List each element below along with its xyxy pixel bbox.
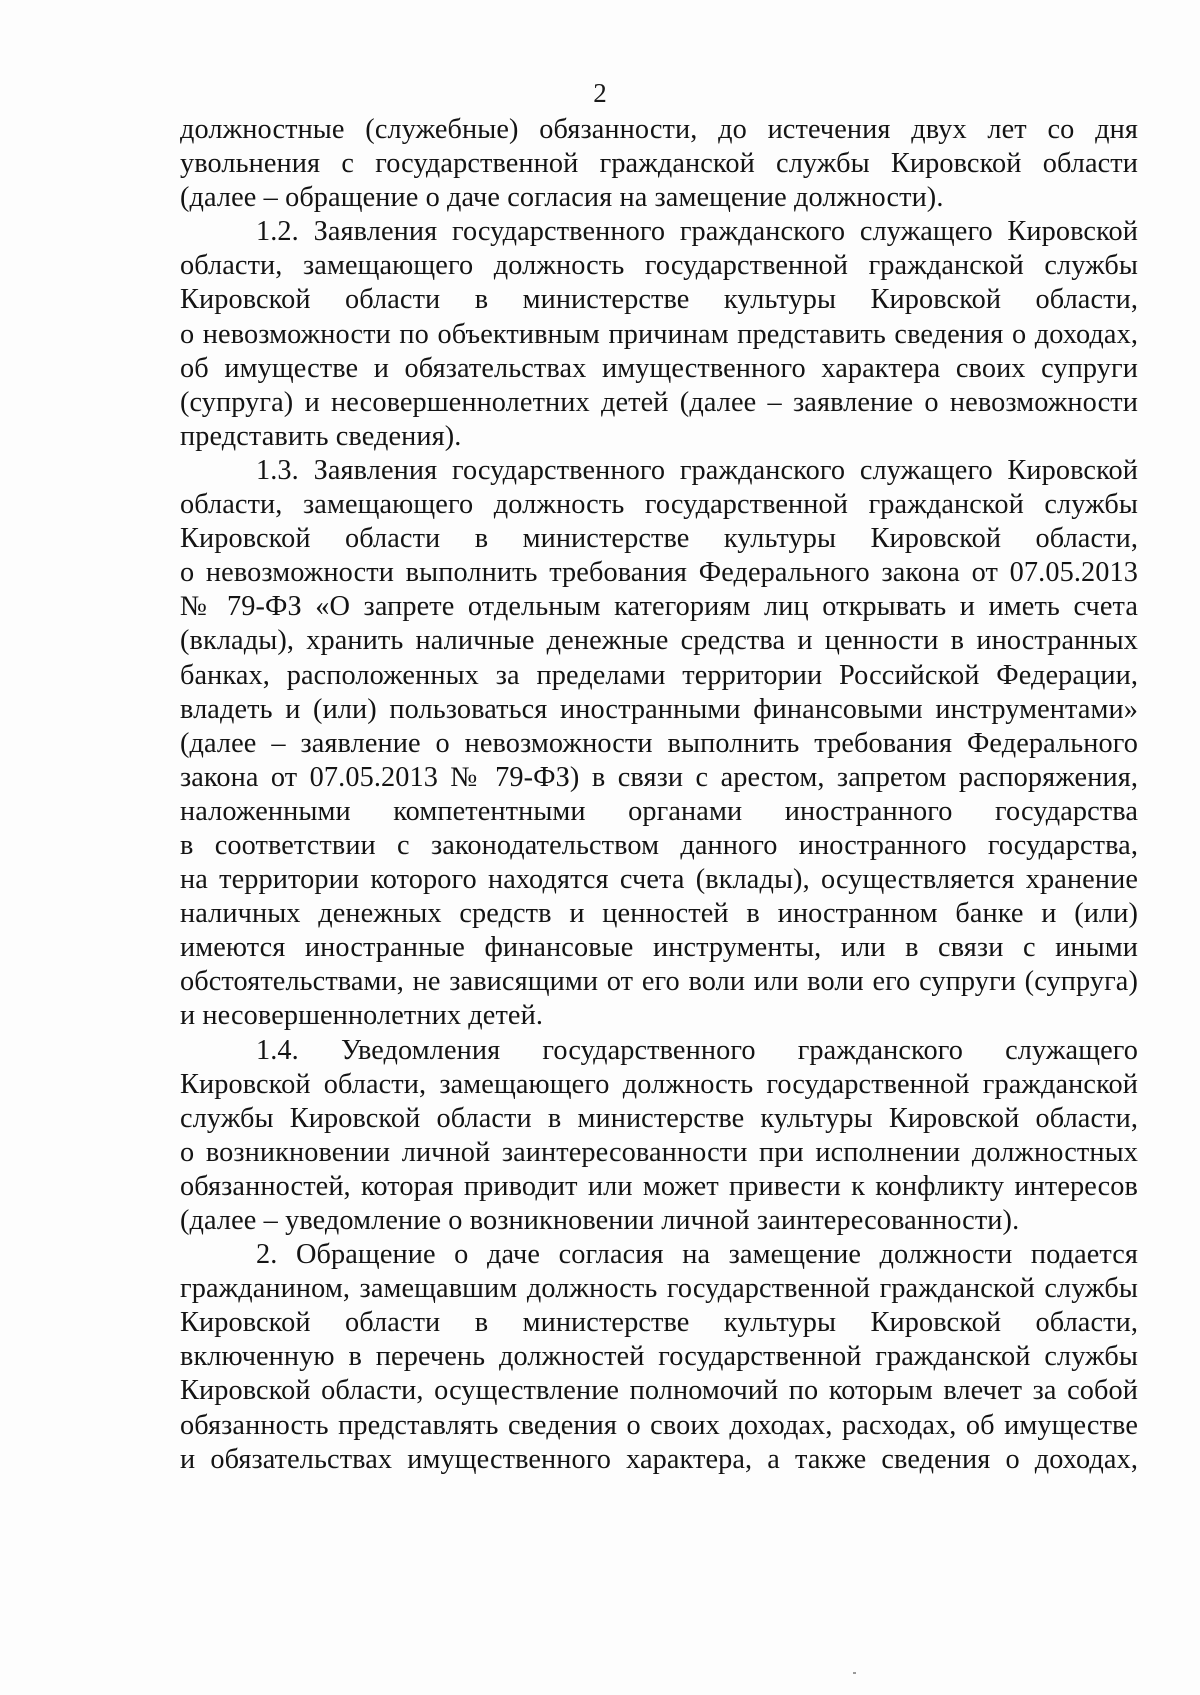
text-line: (супруга) и несовершеннолетних детей (далее – заявление о невозможности bbox=[180, 386, 1138, 418]
text-line: наложенными компетентными органами иностранного государства bbox=[180, 795, 1138, 827]
text-line: представить сведения). bbox=[180, 420, 462, 452]
text-line: об имуществе и обязательствах имущественного характера своих супруги bbox=[180, 352, 1138, 384]
text-line: и несовершеннолетних детей. bbox=[180, 1000, 544, 1032]
text-line: № 79-ФЗ «О запрете отдельным категориям лиц открывать и иметь счета bbox=[180, 591, 1138, 623]
text-line: закона от 07.05.2013 № 79-ФЗ) в связи с арестом, запретом распоряжения, bbox=[180, 761, 1138, 793]
text-line: о невозможности по объективным причинам представить сведения о доходах, bbox=[180, 318, 1138, 350]
text-line: и обязательствах имущественного характера, а также сведения о доходах, bbox=[180, 1443, 1138, 1475]
text-line: включенную в перечень должностей государственной гражданской службы bbox=[180, 1341, 1138, 1373]
text-line: области, замещающего должность государственной гражданской службы bbox=[180, 489, 1138, 521]
text-line: 1.3. Заявления государственного гражданского служащего Кировской bbox=[256, 454, 1138, 486]
text-line: банках, расположенных за пределами территории Российской Федерации, bbox=[180, 659, 1138, 691]
text-line: (вклады), хранить наличные денежные средства и ценности в иностранных bbox=[180, 625, 1138, 657]
text-line: 1.2. Заявления государственного гражданского служащего Кировской bbox=[256, 216, 1138, 248]
text-line: гражданином, замещавшим должность государственной гражданской службы bbox=[180, 1273, 1138, 1305]
text-line: 2. Обращение о даче согласия на замещение должности подается bbox=[256, 1239, 1138, 1271]
page-number: 2 bbox=[593, 78, 607, 108]
text-line: владеть и (или) пользоваться иностранными финансовыми инструментами» bbox=[180, 693, 1138, 725]
scan-artifact bbox=[853, 1672, 856, 1674]
text-line: области, замещающего должность государственной гражданской службы bbox=[180, 250, 1138, 282]
text-line: в соответствии с законодательством данного иностранного государства, bbox=[180, 829, 1138, 861]
text-line: (далее – заявление о невозможности выполнить требования Федерального bbox=[180, 727, 1138, 759]
document-body-text bbox=[180, 113, 1138, 1477]
text-line: Кировской области в министерстве культуры Кировской области, bbox=[180, 523, 1138, 555]
text-line: о возникновении личной заинтересованности при исполнении должностных bbox=[180, 1136, 1138, 1168]
text-line: имеются иностранные финансовые инструменты, или в связи с иными bbox=[180, 932, 1138, 964]
text-line: обстоятельствами, не зависящими от его воли или воли его супруги (супруга) bbox=[180, 966, 1138, 998]
text-line: наличных денежных средств и ценностей в иностранном банке и (или) bbox=[180, 898, 1138, 930]
text-line: Кировской области, замещающего должность государственной гражданской bbox=[180, 1068, 1138, 1100]
text-line: должностные (служебные) обязанности, до истечения двух лет со дня bbox=[180, 114, 1138, 145]
text-line: (далее – уведомление о возникновении личной заинтересованности). bbox=[180, 1205, 1020, 1236]
text-line: о невозможности выполнить требования Федерального закона от 07.05.2013 bbox=[180, 557, 1138, 589]
text-line: увольнения с государственной гражданской службы Кировской области bbox=[180, 148, 1138, 180]
text-line: службы Кировской области в министерстве культуры Кировской области, bbox=[180, 1102, 1138, 1134]
text-line: 1.4. Уведомления государственного гражданского служащего bbox=[256, 1034, 1138, 1066]
text-line: на территории которого находятся счета (вклады), осуществляется хранение bbox=[180, 864, 1138, 896]
text-line: обязанность представлять сведения о своих доходах, расходах, об имуществе bbox=[180, 1409, 1138, 1441]
text-line: Кировской области в министерстве культуры Кировской области, bbox=[180, 1307, 1138, 1339]
text-line: (далее – обращение о даче согласия на замещение должности). bbox=[180, 182, 944, 214]
text-line: обязанностей, которая приводит или может привести к конфликту интересов bbox=[180, 1170, 1138, 1202]
text-line: Кировской области, осуществление полномочий по которым влечет за собой bbox=[180, 1375, 1138, 1407]
text-line: Кировской области в министерстве культуры Кировской области, bbox=[180, 284, 1138, 316]
